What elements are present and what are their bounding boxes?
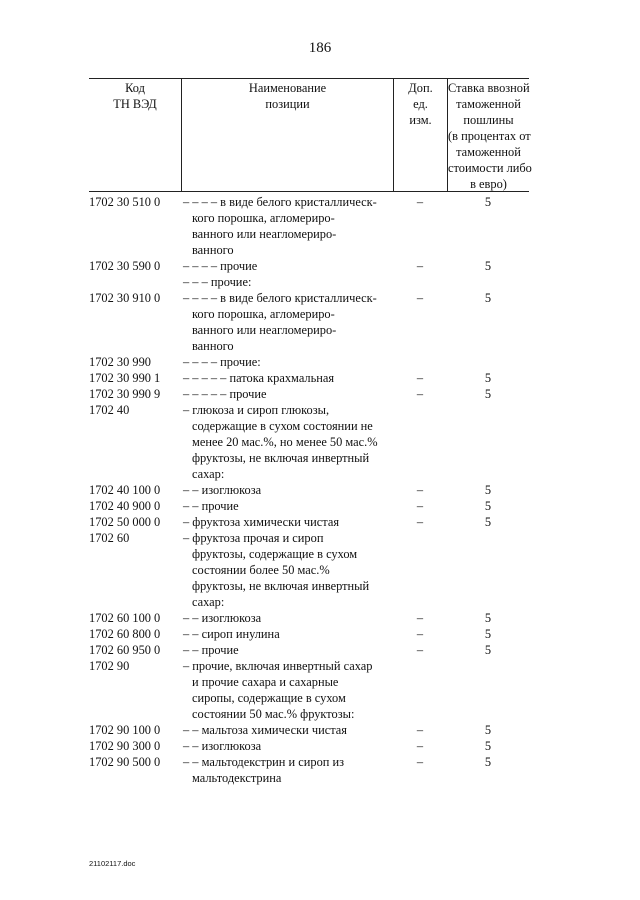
extra-unit: – <box>416 499 424 513</box>
position-name <box>181 530 393 610</box>
extra-unit: – <box>416 483 424 497</box>
position-name-line: ванного или неагломериро- <box>192 323 337 337</box>
header-rate-line: таможенной <box>456 97 521 111</box>
tnved-code: 1702 40 900 0 <box>89 499 161 513</box>
duty-rate: 5 <box>484 371 492 385</box>
position-name <box>181 194 393 258</box>
position-name <box>181 274 393 290</box>
position-name-line: состоянии 50 мас.% фруктозы: <box>192 707 355 721</box>
table-row <box>89 370 529 386</box>
duty-rate: 5 <box>484 723 492 737</box>
header-rate-line: таможенной <box>456 145 521 159</box>
tnved-code: 1702 90 500 0 <box>89 755 161 769</box>
tnved-code: 1702 90 100 0 <box>89 723 161 737</box>
duty-rate: 5 <box>484 483 492 497</box>
position-name-line: содержащие в сухом состоянии не <box>192 419 373 433</box>
position-name <box>181 642 393 658</box>
table-row <box>89 642 529 658</box>
position-name-line: сахар: <box>192 595 225 609</box>
position-name <box>181 290 393 354</box>
tnved-code: 1702 30 990 9 <box>89 387 161 401</box>
position-name-line: – – сироп инулина <box>183 627 280 641</box>
position-name-line: фруктозы, не включая инвертный <box>192 451 370 465</box>
position-name-line: менее 20 мас.%, но менее 50 мас.% <box>192 435 378 449</box>
position-name-line: ванного или неагломериро- <box>192 227 337 241</box>
position-name-line: – – изоглюкоза <box>183 483 262 497</box>
tnved-code: 1702 30 990 1 <box>89 371 161 385</box>
position-name-line: кого порошка, агломериро- <box>192 211 335 225</box>
tnved-code: 1702 60 950 0 <box>89 643 161 657</box>
tnved-code: 1702 60 <box>89 531 130 545</box>
table-row <box>89 386 529 402</box>
header-unit-line: Доп. <box>408 81 433 95</box>
file-name-footer: 21102117.doc <box>89 859 136 868</box>
duty-rate: 5 <box>484 515 492 529</box>
position-name-line: кого порошка, агломериро- <box>192 307 335 321</box>
position-name-line: ванного <box>192 339 234 353</box>
position-name-line: фруктозы, не включая инвертный <box>192 579 370 593</box>
duty-rate: 5 <box>484 611 492 625</box>
tnved-code: 1702 30 510 0 <box>89 195 161 209</box>
position-name-line: – фруктоза химически чистая <box>183 515 340 529</box>
tnved-code: 1702 30 590 0 <box>89 259 161 273</box>
table-row <box>89 482 529 498</box>
position-name-line: – – мальтоза химически чистая <box>183 723 347 737</box>
table-row <box>89 258 529 274</box>
tnved-code: 1702 40 100 0 <box>89 483 161 497</box>
tnved-code: 1702 90 300 0 <box>89 739 161 753</box>
extra-unit: – <box>416 387 424 401</box>
table-body <box>89 194 529 786</box>
tnved-code: 1702 30 990 <box>89 355 151 369</box>
duty-rate: 5 <box>484 755 492 769</box>
position-name <box>181 658 393 722</box>
header-unit-line: ед. <box>413 97 428 111</box>
header-rate-line: пошлины <box>463 113 514 127</box>
position-name <box>181 402 393 482</box>
position-name-line: ванного <box>192 243 234 257</box>
position-name <box>181 514 393 530</box>
header-top-rule <box>89 78 529 79</box>
duty-rate: 5 <box>484 195 492 209</box>
table-row <box>89 402 529 482</box>
header-rate-line: стоимости либо <box>448 161 532 175</box>
position-name-line: – – – прочие: <box>183 275 252 289</box>
position-name-line: сахар: <box>192 467 225 481</box>
extra-unit: – <box>416 291 424 305</box>
extra-unit: – <box>416 643 424 657</box>
extra-unit: – <box>416 723 424 737</box>
duty-rate: 5 <box>484 291 492 305</box>
extra-unit: – <box>416 611 424 625</box>
table-row <box>89 514 529 530</box>
table-row <box>89 722 529 738</box>
header-rate-line: (в процентах от <box>448 129 531 143</box>
duty-rate: 5 <box>484 627 492 641</box>
table-row <box>89 290 529 354</box>
position-name <box>181 626 393 642</box>
header-code-line: ТН ВЭД <box>113 97 157 111</box>
position-name-line: – – изоглюкоза <box>183 739 262 753</box>
position-name-line: – – прочие <box>183 643 239 657</box>
header-rate-line: Ставка ввозной <box>448 81 530 95</box>
tnved-code: 1702 60 800 0 <box>89 627 161 641</box>
header-name-line: Наименование <box>248 81 327 95</box>
table-row <box>89 658 529 722</box>
duty-rate: 5 <box>484 739 492 753</box>
position-name <box>181 482 393 498</box>
table-row <box>89 274 529 290</box>
position-name-line: – – – – прочие: <box>183 355 261 369</box>
extra-unit: – <box>416 195 424 209</box>
position-name <box>181 754 393 786</box>
header-code <box>89 80 181 190</box>
position-name <box>181 386 393 402</box>
page-number: 186 <box>308 40 332 56</box>
header-code-line: Код <box>125 81 145 95</box>
table-row <box>89 610 529 626</box>
table-row <box>89 626 529 642</box>
extra-unit: – <box>416 371 424 385</box>
position-name <box>181 370 393 386</box>
header-unit-line: изм. <box>409 113 432 127</box>
header-name <box>182 80 393 190</box>
extra-unit: – <box>416 755 424 769</box>
position-name-line: – – – – прочие <box>183 259 258 273</box>
header-bottom-rule <box>89 191 529 192</box>
position-name <box>181 498 393 514</box>
position-name <box>181 258 393 274</box>
position-name-line: – – прочие <box>183 499 239 513</box>
tnved-code: 1702 50 000 0 <box>89 515 161 529</box>
position-name-line: – – – – – патока крахмальная <box>183 371 335 385</box>
position-name <box>181 722 393 738</box>
position-name-line: – глюкоза и сироп глюкозы, <box>183 403 330 417</box>
header-rate <box>448 80 532 191</box>
position-name <box>181 738 393 754</box>
duty-rate: 5 <box>484 387 492 401</box>
tnved-code: 1702 90 <box>89 659 130 673</box>
position-name-line: сиропы, содержащие в сухом <box>192 691 346 705</box>
position-name-line: – – мальтодекстрин и сироп из <box>183 755 345 769</box>
duty-rate: 5 <box>484 643 492 657</box>
table-row <box>89 530 529 610</box>
duty-rate: 5 <box>484 259 492 273</box>
duty-rate: 5 <box>484 499 492 513</box>
extra-unit: – <box>416 627 424 641</box>
table-row <box>89 738 529 754</box>
position-name-line: – – – – – прочие <box>183 387 267 401</box>
table-row <box>89 754 529 786</box>
header-name-line: позиции <box>265 97 310 111</box>
tnved-code: 1702 40 <box>89 403 130 417</box>
position-name-line: – – – – в виде белого кристаллическ- <box>183 195 377 209</box>
tnved-code: 1702 60 100 0 <box>89 611 161 625</box>
position-name-line: и прочие сахара и сахарные <box>192 675 339 689</box>
tnved-code: 1702 30 910 0 <box>89 291 161 305</box>
position-name-line: мальтодекстрина <box>192 771 282 785</box>
extra-unit: – <box>416 739 424 753</box>
header-unit <box>394 80 447 190</box>
position-name <box>181 610 393 626</box>
table-row <box>89 498 529 514</box>
table-row <box>89 194 529 258</box>
extra-unit: – <box>416 515 424 529</box>
position-name-line: – – изоглюкоза <box>183 611 262 625</box>
position-name-line: – – – – в виде белого кристаллическ- <box>183 291 377 305</box>
extra-unit: – <box>416 259 424 273</box>
position-name-line: фруктозы, содержащие в сухом <box>192 547 358 561</box>
position-name <box>181 354 393 370</box>
table-row <box>89 354 529 370</box>
position-name-line: – прочие, включая инвертный сахар <box>183 659 373 673</box>
header-rate-line: в евро) <box>470 177 507 191</box>
position-name-line: – фруктоза прочая и сироп <box>183 531 324 545</box>
position-name-line: состоянии более 50 мас.% <box>192 563 330 577</box>
